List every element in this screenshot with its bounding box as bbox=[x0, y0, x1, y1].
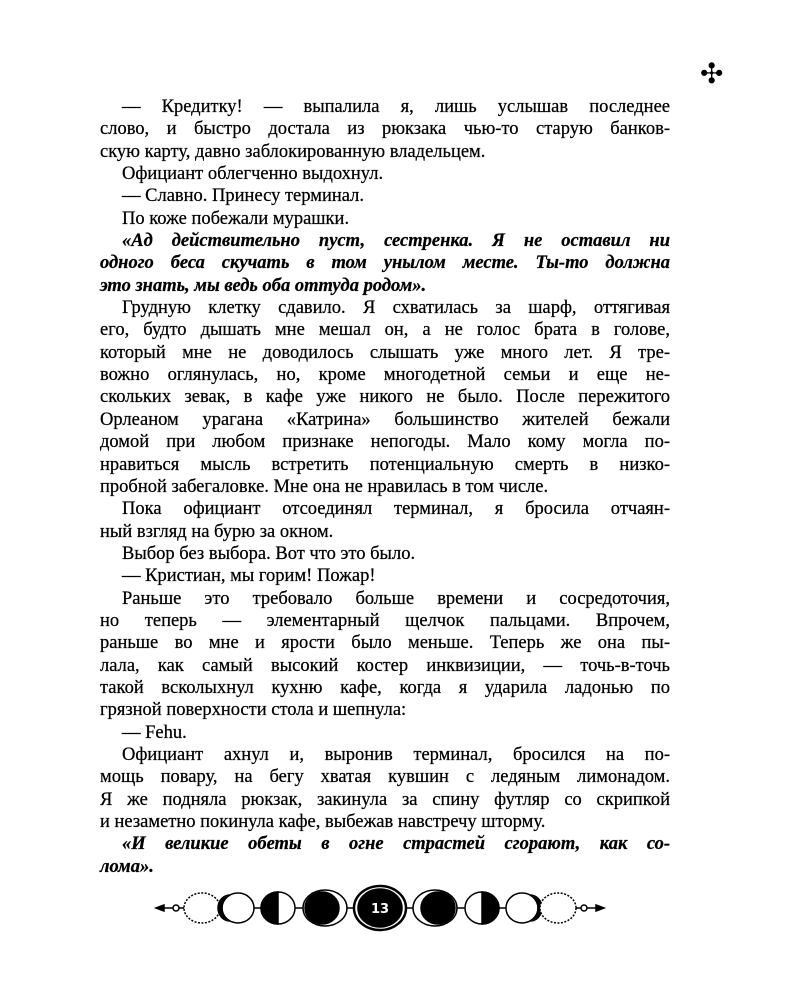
text-line: его, будто дышать мне мешал он, а не голос брата в голове, bbox=[100, 320, 670, 341]
text-line: который мне не доводилось слышать уже много лет. Я тре- bbox=[100, 342, 670, 363]
text-line: «Ад действительно пуст, сестренка. Я не оставил ни bbox=[122, 231, 670, 252]
text-line: лала, как самый высокий костер инквизиции, — точь-в-точь bbox=[100, 655, 670, 676]
text-line: скую карту, давно заблокированную владельцем. bbox=[100, 141, 486, 162]
text-line: Пока официант отсоединял терминал, я бросила отчаян- bbox=[122, 499, 670, 520]
page-number: 13 bbox=[370, 902, 390, 917]
text-line: Орлеаном урагана «Катрина» большинство жителей бежали bbox=[100, 409, 670, 430]
text-line: лома». bbox=[100, 856, 154, 877]
moon-first-quarter-icon bbox=[261, 892, 295, 924]
text-line: Я же подняла рюкзак, закинула за спину футляр со скрипкой bbox=[100, 789, 670, 810]
moon-phases-footer bbox=[150, 884, 610, 944]
text-line: — Славно. Принесу терминал. bbox=[122, 186, 364, 207]
text-line: Раньше это требовало больше времени и сосредоточия, bbox=[122, 588, 670, 609]
text-line: Официант облегченно выдохнул. bbox=[122, 164, 384, 185]
text-line: вожно оглянулась, но, кроме многодетной семьи и еще не- bbox=[100, 365, 670, 386]
text-line: раньше во мне и ярости было меньше. Теперь же она пы- bbox=[100, 633, 670, 654]
moon-waxing-crescent-icon bbox=[218, 893, 254, 923]
text-line: Выбор без выбора. Вот что это было. bbox=[122, 543, 416, 564]
text-line: Грудную клетку сдавило. Я схватилась за шарф, оттягивая bbox=[122, 298, 670, 319]
text-line: мощь повару, на бегу хватая кувшин с ледяным лимонадом. bbox=[100, 767, 670, 788]
moon-new-empty-icon bbox=[184, 893, 220, 923]
text-line: слово, и быстро достала из рюкзака чью-то старую банков- bbox=[100, 119, 670, 140]
moon-last-quarter-icon bbox=[465, 892, 499, 924]
text-line: грязной поверхности стола и шепнула: bbox=[100, 700, 407, 721]
text-line: и незаметно покинула кафе, выбежав навстречу шторму. bbox=[100, 812, 546, 832]
text-line: такой всколыхнул кухню кафе, когда я ударила ладонью по bbox=[100, 677, 670, 698]
page-body-text bbox=[100, 96, 670, 878]
text-line: скольких зевак, в кафе уже никого не было. После пережитого bbox=[100, 387, 670, 408]
text-line: одного беса скучать в том унылом месте. Ты-то должна bbox=[100, 253, 670, 274]
text-line: — Fehu. bbox=[122, 722, 187, 743]
text-line: «И великие обеты в огне страстей сгорают, как со- bbox=[122, 834, 670, 855]
text-line: но теперь — элементарный щелчок пальцами. Впрочем, bbox=[100, 610, 670, 631]
text-line: — Кредитку! — выпалила я, лишь услышав последнее bbox=[122, 97, 670, 117]
text-line: это знать, мы ведь оба оттуда родом». bbox=[100, 275, 427, 296]
four-club-cross-icon: ✣ bbox=[700, 57, 724, 90]
text-line: домой при любом признаке непогоды. Мало кому могла по- bbox=[100, 432, 670, 453]
text-line: пробной забегаловке. Мне она не нравилась в том числе. bbox=[100, 476, 549, 497]
moon-waxing-gibbous-icon bbox=[303, 890, 347, 926]
text-line: Официант ахнул и, выронив терминал, бросился на по- bbox=[122, 744, 670, 765]
text-line: ный взгляд на бурю за окном. bbox=[100, 521, 334, 542]
moon-waning-gibbous-icon bbox=[413, 890, 457, 926]
moon-waning-crescent-icon bbox=[506, 893, 542, 923]
moon-full-empty-icon bbox=[540, 893, 576, 923]
text-line: нравиться мысль встретить потенциальную смерть в низко- bbox=[100, 454, 670, 475]
text-line: По коже побежали мурашки. bbox=[122, 208, 350, 229]
text-line: — Кристиан, мы горим! Пожар! bbox=[122, 566, 376, 587]
